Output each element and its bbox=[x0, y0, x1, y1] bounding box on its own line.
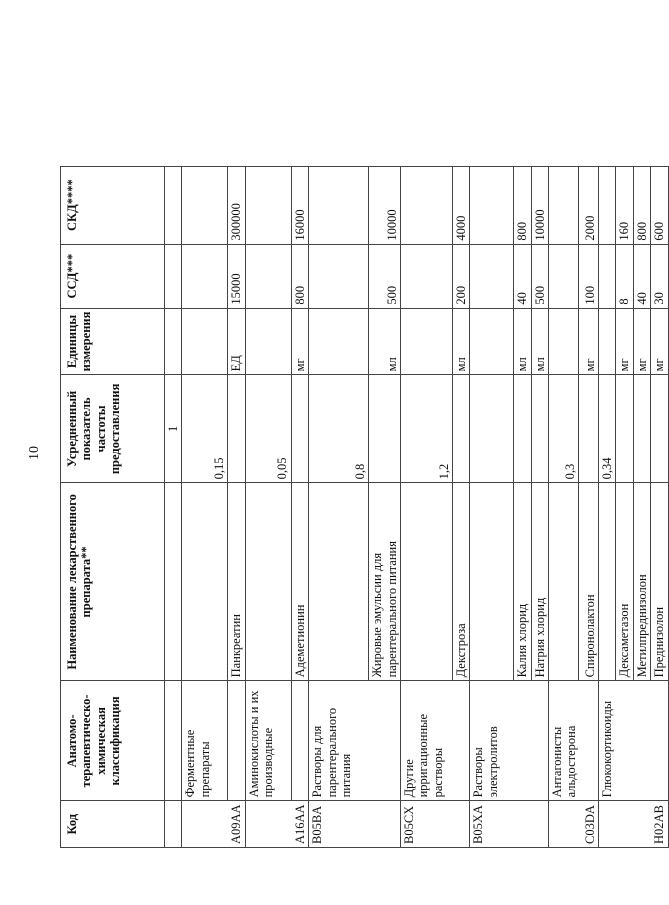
cell-ssd bbox=[470, 244, 514, 308]
cell-frequency bbox=[633, 375, 650, 483]
cell-skd bbox=[470, 166, 514, 244]
cell-atc: Аминокислоты и их производные bbox=[245, 681, 291, 801]
cell-frequency bbox=[616, 375, 633, 483]
cell-code: H02AB bbox=[599, 801, 669, 848]
header-ssd: ССД*** bbox=[61, 244, 165, 308]
cell-unit bbox=[165, 308, 182, 375]
cell-unit: мл bbox=[531, 308, 548, 375]
cell-frequency: 0,05 bbox=[245, 375, 291, 483]
cell-unit: мл bbox=[369, 308, 401, 375]
header-unit: Единицы измерения bbox=[61, 308, 165, 375]
header-frequency bbox=[61, 375, 165, 483]
cell-frequency: 0,8 bbox=[309, 375, 369, 483]
cell-drug: Спиронолактон bbox=[579, 483, 599, 681]
table-row bbox=[599, 166, 616, 847]
cell-drug bbox=[165, 483, 182, 681]
cell-unit: мг bbox=[633, 308, 650, 375]
cell-skd: 10000 bbox=[531, 166, 548, 244]
cell-skd bbox=[245, 166, 291, 244]
cell-ssd: 500 bbox=[531, 244, 548, 308]
cell-atc bbox=[228, 681, 245, 801]
cell-drug bbox=[245, 483, 291, 681]
cell-unit bbox=[400, 308, 452, 375]
cell-drug: Калия хлорид bbox=[514, 483, 531, 681]
cell-ssd: 40 bbox=[514, 244, 531, 308]
cell-frequency bbox=[452, 375, 469, 483]
table-row bbox=[400, 166, 452, 847]
cell-drug: Панкреатин bbox=[228, 483, 245, 681]
cell-drug bbox=[549, 483, 579, 681]
cell-unit: мл bbox=[514, 308, 531, 375]
cell-frequency bbox=[470, 375, 514, 483]
table-row bbox=[291, 166, 308, 847]
cell-skd: 10000 bbox=[369, 166, 401, 244]
cell-drug bbox=[309, 483, 369, 681]
cell-ssd: 30 bbox=[651, 244, 668, 308]
cell-skd: 160 bbox=[616, 166, 633, 244]
cell-code: C03DA bbox=[549, 801, 599, 848]
cell-ssd bbox=[182, 244, 228, 308]
cell-atc: Глюкокортикоиды bbox=[599, 681, 669, 801]
cell-code: B05BA bbox=[309, 801, 401, 848]
header-skd: СКД**** bbox=[61, 166, 165, 244]
cell-unit: ЕД bbox=[228, 308, 245, 375]
header-drug: Наименование лекарственного препарата** bbox=[61, 483, 165, 681]
header-frequency-label: Усредненный показатель частоты предоставления bbox=[65, 383, 123, 475]
cell-unit bbox=[309, 308, 369, 375]
table-row bbox=[165, 166, 182, 847]
cell-ssd bbox=[245, 244, 291, 308]
cell-frequency: 0,34 bbox=[599, 375, 616, 483]
page-number: 10 bbox=[27, 446, 42, 460]
cell-ssd bbox=[549, 244, 579, 308]
cell-drug bbox=[400, 483, 452, 681]
table-row bbox=[182, 166, 228, 847]
drug-table bbox=[60, 166, 669, 848]
cell-skd bbox=[400, 166, 452, 244]
cell-ssd: 800 bbox=[291, 244, 308, 308]
header-atc: Анатомо-терапевтическо-химическая классификация bbox=[61, 681, 165, 801]
cell-atc bbox=[291, 681, 308, 801]
cell-code: A09AA bbox=[182, 801, 245, 848]
cell-atc: Другие ирригационные растворы bbox=[400, 681, 469, 801]
cell-skd: 800 bbox=[514, 166, 531, 244]
cell-drug bbox=[470, 483, 514, 681]
table-row bbox=[228, 166, 245, 847]
cell-code: B05CX bbox=[400, 801, 469, 848]
table-row bbox=[245, 166, 291, 847]
cell-ssd: 8 bbox=[616, 244, 633, 308]
cell-drug bbox=[599, 483, 616, 681]
cell-unit bbox=[182, 308, 228, 375]
cell-skd bbox=[182, 166, 228, 244]
cell-unit: мг bbox=[651, 308, 668, 375]
cell-frequency bbox=[531, 375, 548, 483]
cell-skd: 300000 bbox=[228, 166, 245, 244]
cell-atc: Растворы для парентерального питания bbox=[309, 681, 401, 801]
cell-ssd bbox=[309, 244, 369, 308]
cell-code: B05XA bbox=[470, 801, 549, 848]
cell-ssd: 40 bbox=[633, 244, 650, 308]
cell-skd bbox=[599, 166, 616, 244]
cell-atc bbox=[165, 681, 182, 801]
cell-frequency bbox=[369, 375, 401, 483]
cell-unit bbox=[599, 308, 616, 375]
cell-frequency: 1,2 bbox=[400, 375, 452, 483]
cell-drug: Декстроза bbox=[452, 483, 469, 681]
cell-atc: Ферментные препараты bbox=[182, 681, 228, 801]
cell-unit: мг bbox=[579, 308, 599, 375]
cell-ssd: 15000 bbox=[228, 244, 245, 308]
cell-ssd: 500 bbox=[369, 244, 401, 308]
cell-frequency: 0,15 bbox=[182, 375, 228, 483]
header-code: Код bbox=[61, 801, 165, 848]
cell-unit bbox=[470, 308, 514, 375]
cell-skd bbox=[549, 166, 579, 244]
cell-skd: 2000 bbox=[579, 166, 599, 244]
cell-drug: Натрия хлорид bbox=[531, 483, 548, 681]
cell-skd: 16000 bbox=[291, 166, 308, 244]
cell-code bbox=[165, 801, 182, 848]
table-row bbox=[309, 166, 369, 847]
cell-skd: 600 bbox=[651, 166, 668, 244]
cell-atc: Растворы электролитов bbox=[470, 681, 549, 801]
cell-code: A16AA bbox=[245, 801, 308, 848]
cell-unit: мг bbox=[291, 308, 308, 375]
cell-unit: мл bbox=[452, 308, 469, 375]
cell-drug: Жировые эмульсии для парентерального питания bbox=[369, 483, 401, 681]
cell-skd bbox=[309, 166, 369, 244]
cell-drug: Адеметионин bbox=[291, 483, 308, 681]
table-header-row bbox=[61, 166, 165, 847]
cell-skd bbox=[165, 166, 182, 244]
cell-atc: Антагонисты альдостерона bbox=[549, 681, 599, 801]
cell-drug bbox=[182, 483, 228, 681]
cell-skd: 800 bbox=[633, 166, 650, 244]
table-row bbox=[549, 166, 579, 847]
cell-unit: мг bbox=[616, 308, 633, 375]
cell-frequency bbox=[579, 375, 599, 483]
cell-unit bbox=[245, 308, 291, 375]
cell-ssd: 200 bbox=[452, 244, 469, 308]
cell-drug: Метилпреднизолон bbox=[633, 483, 650, 681]
cell-ssd bbox=[165, 244, 182, 308]
cell-ssd bbox=[599, 244, 616, 308]
cell-unit bbox=[549, 308, 579, 375]
cell-drug: Преднизолон bbox=[651, 483, 668, 681]
cell-skd: 4000 bbox=[452, 166, 469, 244]
cell-ssd bbox=[400, 244, 452, 308]
cell-frequency: 1 bbox=[165, 375, 182, 483]
table-row bbox=[470, 166, 514, 847]
cell-frequency: 0,3 bbox=[549, 375, 579, 483]
cell-ssd: 100 bbox=[579, 244, 599, 308]
cell-frequency bbox=[291, 375, 308, 483]
cell-frequency bbox=[514, 375, 531, 483]
cell-frequency bbox=[651, 375, 668, 483]
cell-frequency bbox=[228, 375, 245, 483]
cell-drug: Дексаметазон bbox=[616, 483, 633, 681]
rotated-page bbox=[22, 38, 667, 868]
